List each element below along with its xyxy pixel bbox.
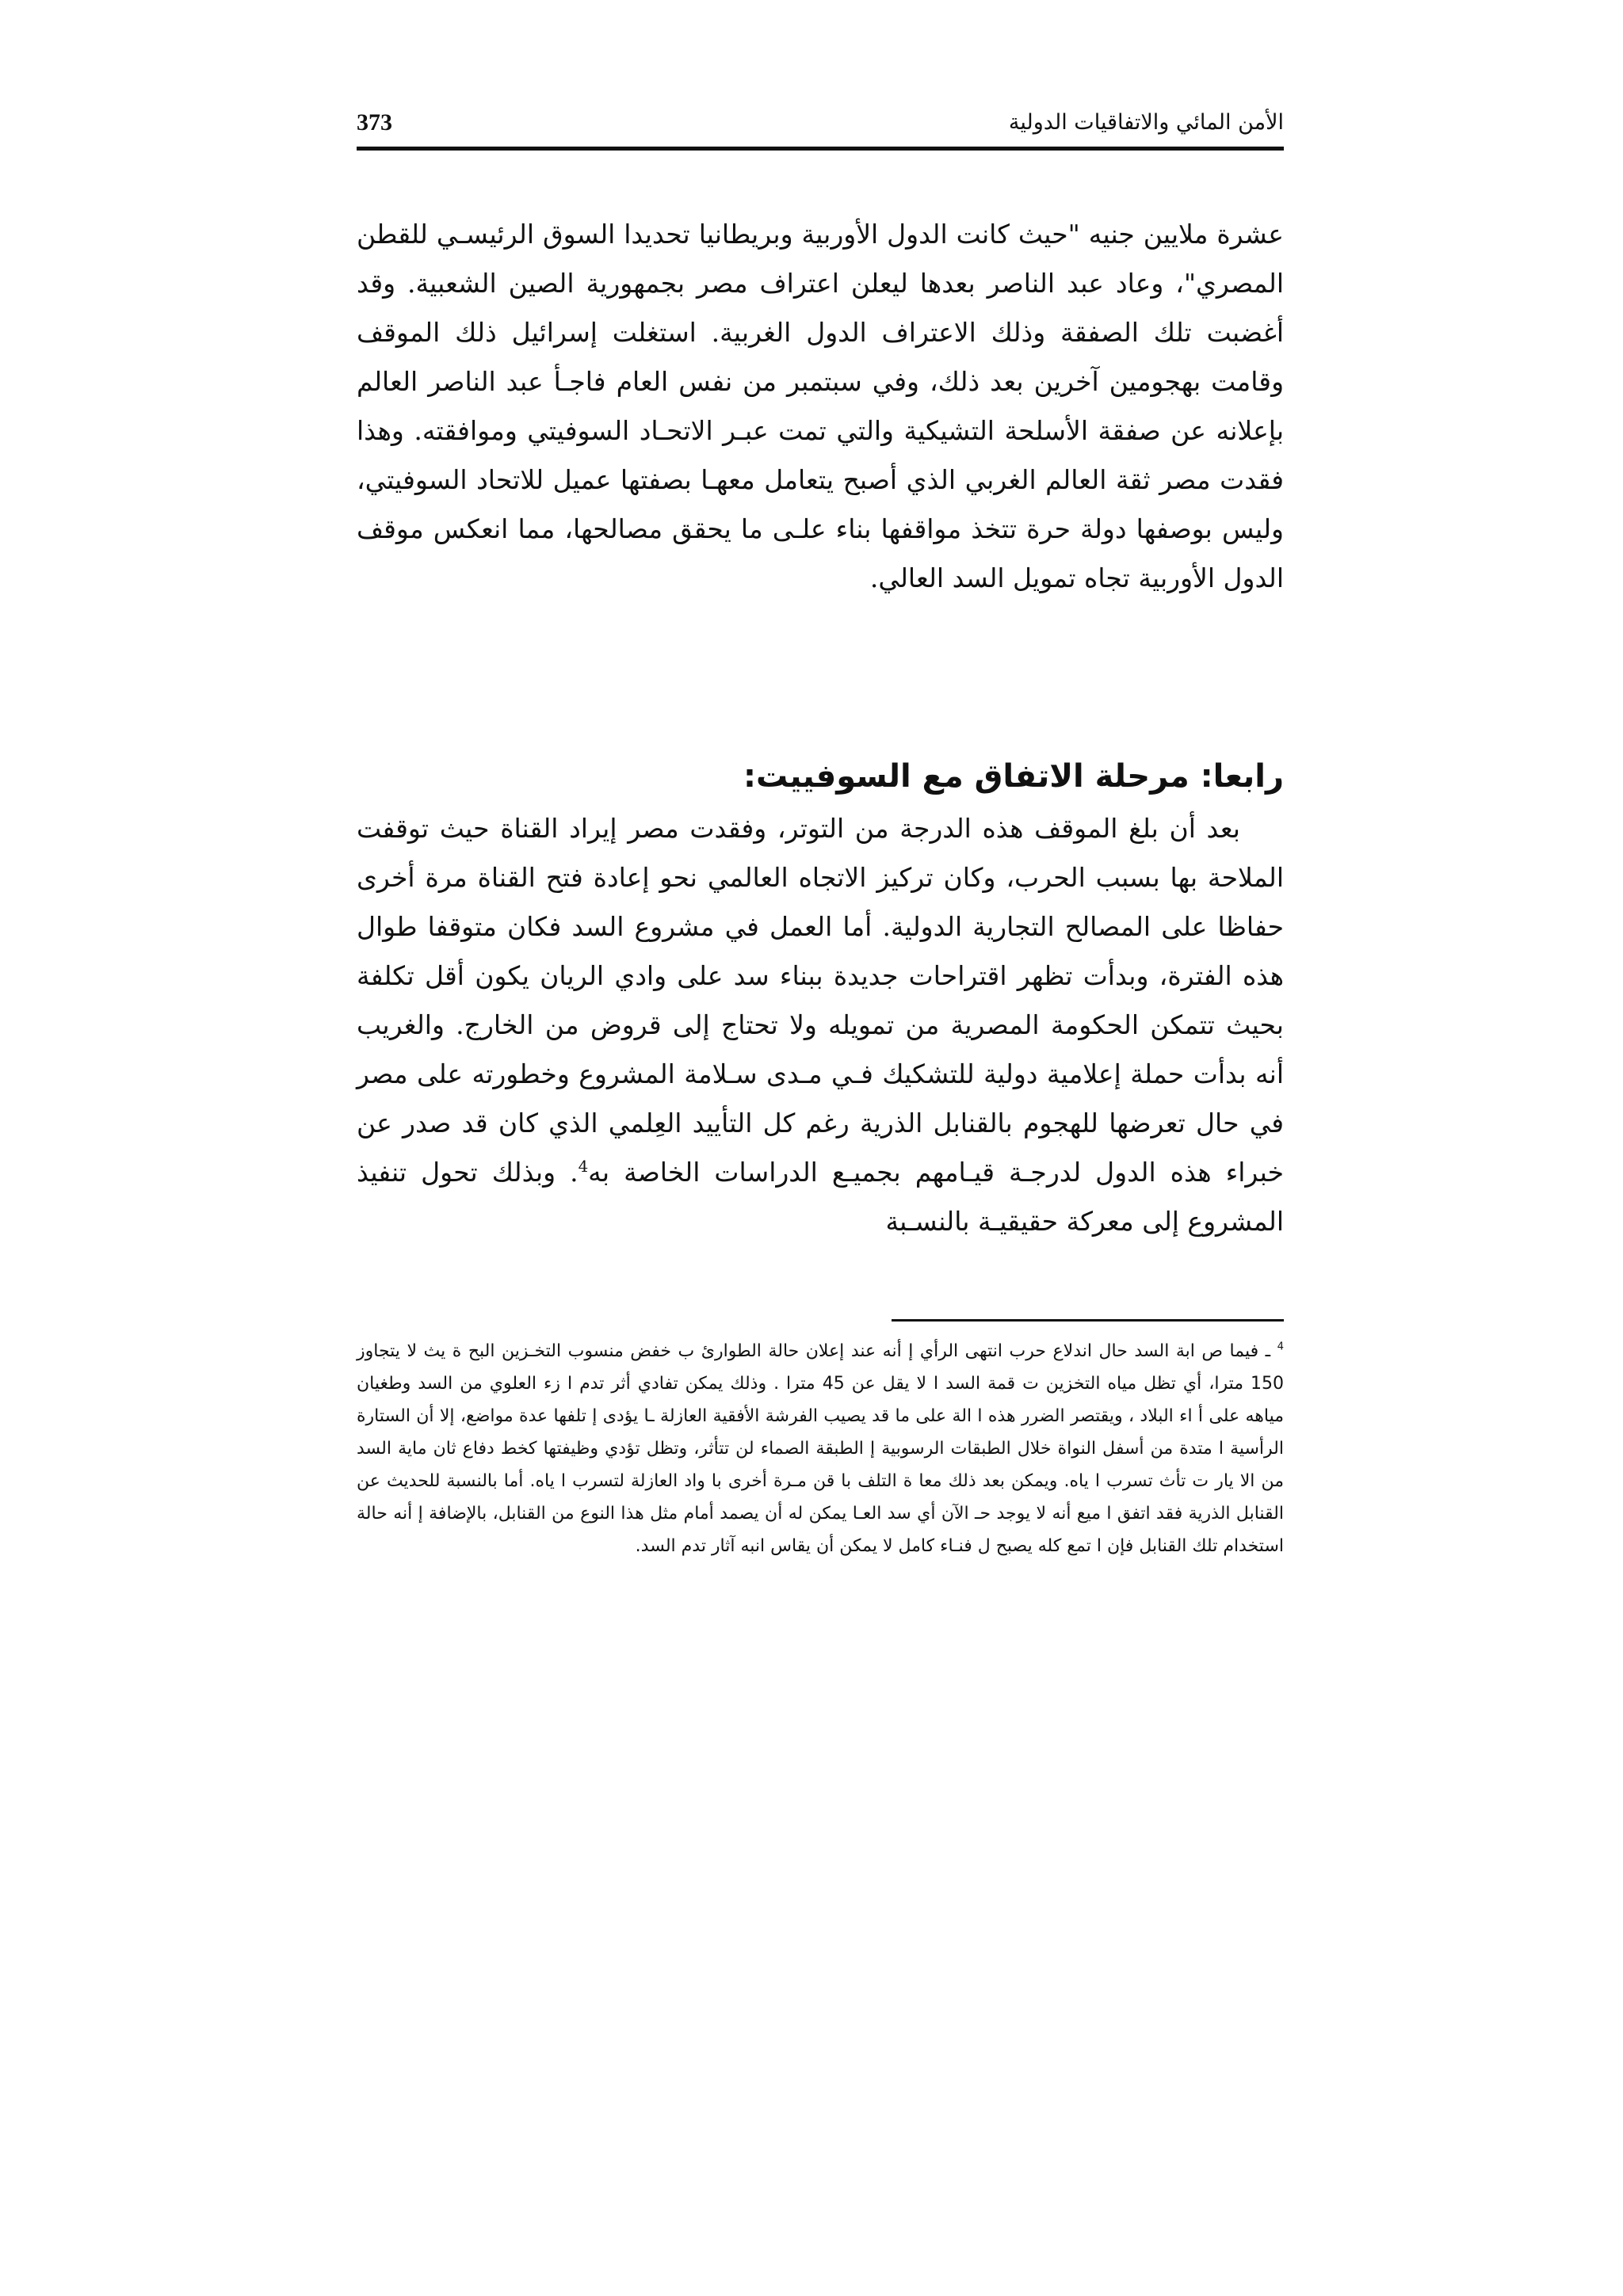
body-section-2 [357, 749, 1284, 1246]
footnote-block [357, 1335, 1284, 1562]
footnote-reference[interactable]: 4 [578, 1158, 589, 1176]
footnote-rule [892, 1319, 1284, 1322]
page-number: 373 [357, 109, 392, 135]
section-heading: رابعا: مرحلة الاتفاق مع السوفييت: [743, 758, 1284, 795]
paragraph-1: عشرة ملايين جنيه "حيث كانت الدول الأوربية وبريطانيا تحديدا السوق الرئيسـي للقطن المصري"، وعاد عبد الناصر بعدها ليعلن اعتراف مصر بجمهورية الصين الشعبية. وقد أغضبت تلك الصفقة وذلك الاعتراف الدول الغربية. استغلت إسرائيل ذلك الموقف وقامت بهجومين آخرين بعد ذلك، وفي سبتمبر من نفس العام فاجـأ عبد الناصر العالم بإعلانه عن صفقة الأسلحة التشيكية والتي تمت عبـر الاتحـاد السوفيتي وموافقته. وهذا فقدت مصر ثقة العالم الغربي الذي أصبح يتعامل معهـا بصفتها عميل للاتحاد السوفيتي، وليس بوصفها دولة حرة تتخذ مواقفها بناء علـى ما يحقق مصالحها، مما انعكس موقف الدول الأوربية تجاه تمويل السد العالي. [357, 219, 1284, 593]
paragraph-2 [357, 804, 1284, 1246]
paragraph-2-tail: . وبذلك تحول تنفيذ المشروع إلى معركة حقيقيـة بالنسـبة [357, 1157, 1284, 1237]
footnote-text: ـ فيما ص ابة السد حال اندلاع حرب انتهى الرأي إ أنه عند إعلان حالة الطوارئ ب خفض منسوب التخـزين البح ة يث لا يتجاوز 150 مترا، أي تظل مياه التخزين ت قمة السد ا لا يقل عن 45 مترا . وذلك يمكن تفادي أثر تدم ا زء العلوي من السد وطغيان مياهه على أ اء البلاد ، ويقتصر الضرر هذه ا الة على ما قد يصيب الفرشة الأفقية العازلة ـا يؤدى إ تلفها عدة مواضع، إلا أن الستارة الرأسية ا متدة من أسفل النواة خلال الطبقات الرسوبية إ الطبقة الصماء لن تتأثر، وتظل تؤدي وظيفتها كخط دفاع ثان ماية السد من الا يار ت تأث تسرب ا ياه. ويمكن بعد ذلك معا ة التلف با قن مـرة أخرى با واد العازلة لتسرب ا ياه. أما بالنسبة للحديث عن القنابل الذرية فقد اتفق ا ميع أنه لا يوجد حـ الآن أي سد العـا يمكن له أن يصمد أمام مثل هذا النوع من القنابل، بالإضافة إ أنه حالة استخدام تلك القنابل فإن ا تمع كله يصبح ل فنـاء كامل لا يمكن أن يقاس انبه آثار تدم السد. [357, 1341, 1285, 1556]
header-rule [357, 147, 1284, 151]
paragraph-2-text: بعد أن بلغ الموقف هذه الدرجة من التوتر، وفقدت مصر إيراد القناة حيث توقفت الملاحة بها بسبب الحرب، وكان تركيز الاتجاه العالمي نحو إعادة فتح القناة مرة أخرى حفاظا على المصالح التجارية الدولية. أما العمل في مشروع السد فكان متوقفا طوال هذه الفترة، وبدأت تظهر اقتراحات جديدة ببناء سد على وادي الريان يكون أقل تكلفة بحيث تتمكن الحكومة المصرية من تمويله ولا تحتاج إلى قروض من الخارج. والغريب أنه بدأت حملة إعلامية دولية للتشكيك فـي مـدى سـلامة المشروع وخطورته على مصر في حال تعرضها للهجوم بالقنابل الذرية رغم كل التأييد العِلمي الذي كان قد صدر عن خبراء هذه الدول لدرجـة قيـامهم بجميـع الدراسات الخاصة به [357, 813, 1284, 1188]
body-section-1 [357, 210, 1284, 603]
footnote-number: 4 [1277, 1341, 1284, 1353]
header-title: الأمن المائي والاتفاقيات الدولية [1008, 110, 1284, 135]
running-header [357, 107, 1284, 147]
